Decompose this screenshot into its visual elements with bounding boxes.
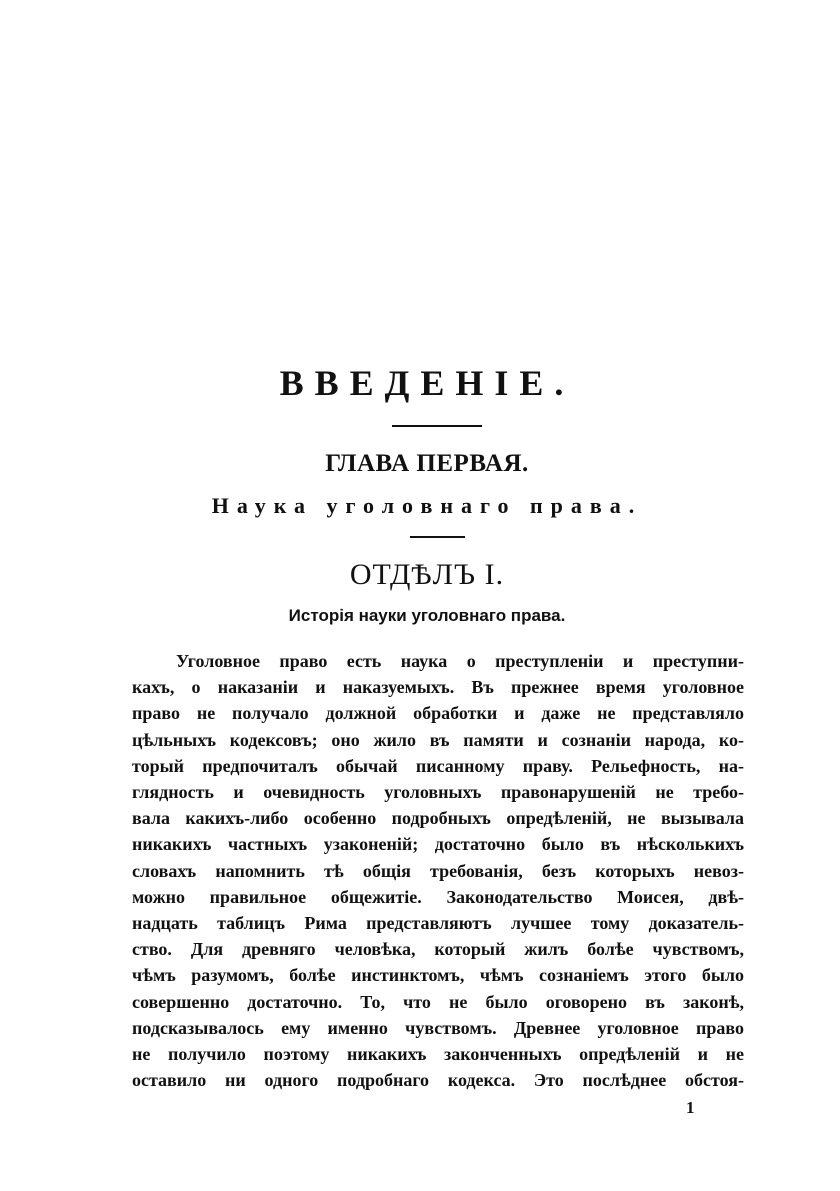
text-line: цѣльныхъ кодексовъ; оно жило въ памяти и сознаніи народа, ко- [132,729,744,750]
text-line: вала какихъ-либо особенно подробныхъ опредѣленій, не вызывала [132,808,744,829]
text-line: ство. Для древняго человѣка, который жилъ болѣе чувствомъ, [132,939,744,960]
chapter-divider [410,536,465,538]
title-divider [392,425,482,427]
text-line: можно правильное общежитіе. Законодательство Моисея, двѣ- [132,886,744,907]
text-line: чѣмъ разумомъ, болѣе инстинктомъ, чѣмъ сознаніемъ этого было [132,965,744,986]
text-line: не получило поэтому никакихъ законченныхъ опредѣленій и не [132,1044,744,1065]
text-line: оставило ни одного подробнаго кодекса. Это послѣднее обстоя- [132,1070,744,1091]
text-line: надцать таблицъ Рима представляютъ лучшее тому доказатель- [132,913,744,934]
text-line: словахъ напомнить тѣ общія требованія, безъ которыхъ невоз- [132,860,744,881]
page-number: 1 [686,1098,695,1117]
text-line: право не получало должной обработки и даже не представляло [132,703,744,724]
chapter-subtitle: Наука уголовнаго права. [211,493,643,518]
main-title: ВВЕДЕНІЕ. [279,363,575,403]
text-line: совершенно достаточно. То, что не было оговорено въ законѣ, [132,991,744,1012]
section-title: ОТДѢЛЪ I. [349,558,505,591]
body-paragraph [132,648,744,1093]
text-line: кахъ, о наказаніи и наказуемыхъ. Въ прежнее время уголовное [132,677,744,698]
chapter-title: ГЛАВА ПЕРВАЯ. [325,450,529,477]
text-line: никакихъ частныхъ узаконеній; достаточно было въ нѣсколькихъ [132,834,744,855]
text-line: подсказывалось ему именно чувствомъ. Древнее уголовное право [132,1017,744,1038]
text-line: глядность и очевидность уголовныхъ правонарушеній не требо- [132,782,744,803]
text-line: Уголовное право есть наука о преступленіи и преступни- [176,651,744,671]
section-subtitle: Исторія науки уголовнаго права. [288,606,566,625]
text-line: торый предпочиталъ обычай писанному праву. Рельефность, на- [132,755,744,776]
